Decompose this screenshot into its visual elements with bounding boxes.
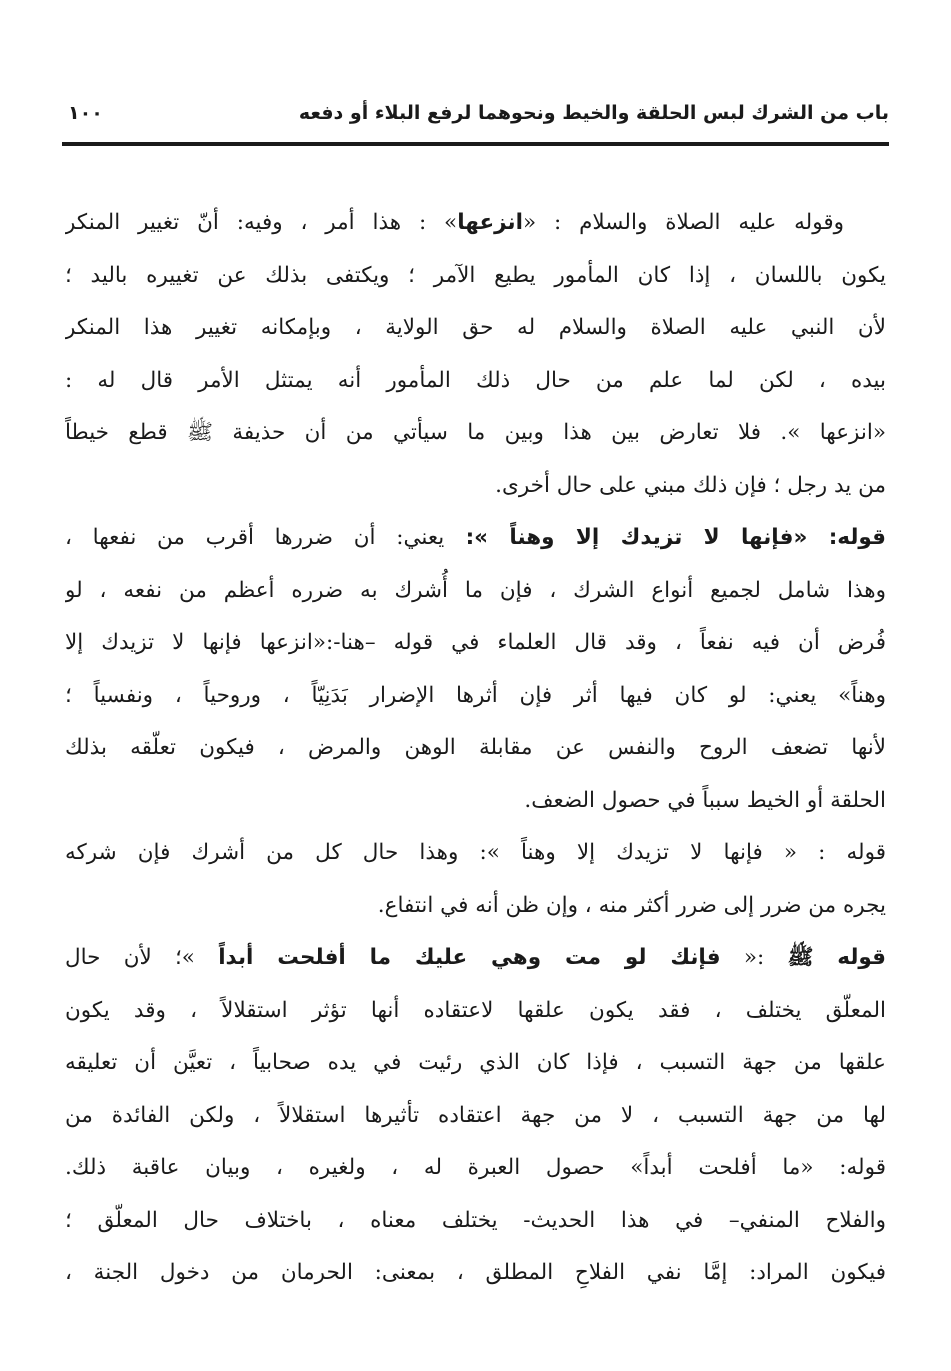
text-line [65, 1090, 886, 1143]
text-line [65, 670, 886, 723]
body-text [65, 197, 886, 1300]
text-segment: المعلّق يختلف ، فقد يكون علقها لاعتقاده أنها تؤثر استقلالاً ، وقد يكون [65, 997, 886, 1023]
text-segment: الحلقة أو الخيط سبباً في حصول الضعف. [524, 787, 886, 813]
text-segment: لها من جهة التسبب ، لا من جهة اعتقاده تأثيرها استقلالاً ، ولكن الفائدة من [65, 1102, 886, 1128]
running-header [62, 100, 889, 140]
text-segment: :« [720, 945, 788, 970]
text-line [65, 827, 886, 880]
text-segment: فيكون المراد: إمَّا نفي الفلاحِ المطلق ، بمعنى: الحرمان من دخول الجنة ، [65, 1260, 886, 1285]
text-line [65, 407, 886, 460]
bold-text-segment: فإنك لو مت وهي عليك ما أفلحت أبداً [218, 945, 721, 970]
text-segment: «انزعها ». فلا تعارض بين هذا وبين ما سيأتي من أن حذيفة ﷺ قطع خيطاً [65, 420, 886, 445]
text-segment: لأنها تضعف الروح والنفس عن مقابلة الوهن والمرض ، فيكون تعلّقه بذلك [65, 735, 886, 760]
text-segment: وقوله عليه الصلاة والسلام : « [523, 210, 844, 235]
text-segment: والفلاح المنفي– في هذا الحديث- يختلف معناه ، باختلاف حال المعلّق ؛ [65, 1207, 886, 1233]
text-segment: من يد رجل ؛ فإن ذلك مبني على حال أخرى. [495, 472, 886, 498]
text-line [65, 617, 886, 670]
text-line [65, 250, 886, 303]
text-line [65, 1195, 886, 1248]
text-line [65, 460, 886, 513]
text-line [65, 880, 886, 933]
bold-text-segment: فإنها لا تزيدك إلا وهناً [509, 525, 794, 550]
header-rule [62, 142, 889, 146]
text-line [65, 565, 886, 618]
text-line [65, 775, 886, 828]
text-segment: يعني: أن ضررها أقرب من نفعها ، [65, 525, 445, 550]
text-segment: فُرض أن فيه نفعاً ، وقد قال العلماء في قوله –هنا-:«انزعها فإنها لا تزيدك إلا [65, 630, 886, 655]
text-segment: قوله : « فإنها لا تزيدك إلا وهناً »: وهذا حال كل من أشرك فإن شركه [65, 840, 886, 865]
text-line [65, 1247, 886, 1300]
text-segment: يكون باللسان ، إذا كان المأمور يطيع الآمر ؛ ويكتفى بذلك عن تغييره باليد ؛ [65, 262, 886, 288]
text-line [65, 197, 886, 250]
text-line [65, 512, 886, 565]
text-line [65, 355, 886, 408]
text-segment: وهذا شامل لجميع أنواع الشرك ، فإن ما أُشرك به ضرره أعظم من نفعه ، لو [65, 577, 886, 603]
text-segment: وهناً» يعني: لو كان فيها أثر فإن أثرها الإضرار بَدَنِيّاً ، وروحياً ، ونفسياً ؛ [65, 682, 886, 708]
text-line [65, 1142, 886, 1195]
text-segment: علقها من جهة التسبب ، فإذا كان الذي رئيت في يده صحابياً ، تعيَّن أن تعليقه [65, 1050, 886, 1075]
bold-text-segment: »: [444, 525, 510, 550]
text-line [65, 302, 886, 355]
text-segment: بيده ، لكن لما علم من حال ذلك المأمور أنه يمتثل الأمر قال له : [65, 367, 886, 393]
text-line [65, 932, 886, 985]
chapter-title: باب من الشرك لبس الحلقة والخيط ونحوهما لرفع البلاء أو دفعه [298, 102, 889, 124]
text-segment: » : هذا أمر ، وفيه: أنّ تغيير المنكر [65, 210, 458, 235]
text-segment: لأن النبي عليه الصلاة والسلام له حق الولاية ، وبإمكانه تغيير هذا المنكر [65, 315, 886, 340]
text-line [65, 985, 886, 1038]
text-segment: قوله: «ما أفلحت أبداً» حصول العبرة له ، ولغيره ، وبيان عاقبة ذلك. [65, 1155, 886, 1180]
text-segment: يجره من ضرر إلى ضرر أكثر منه ، وإن ظن أنه في انتفاع. [377, 892, 886, 918]
bold-text-segment: انزعها [457, 210, 523, 235]
text-line [65, 722, 886, 775]
bold-text-segment: قوله ﷺ [787, 945, 886, 970]
page-number: ١٠٠ [68, 102, 103, 124]
text-line [65, 1037, 886, 1090]
bold-text-segment: قوله: « [793, 525, 886, 550]
text-segment: »؛ لأن حال [65, 945, 219, 970]
